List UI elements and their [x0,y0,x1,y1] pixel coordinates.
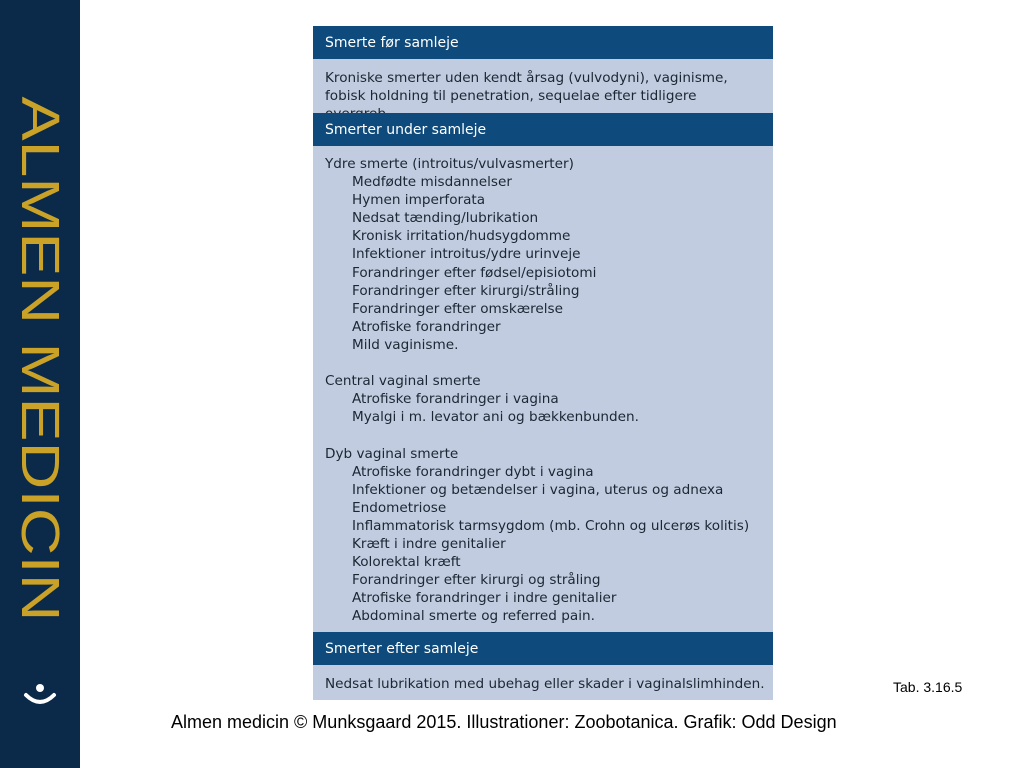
brand-wordmark [10,94,70,624]
list-item: Myalgi i m. levator ani og bækkenbunden. [352,409,639,426]
group-title: Central vaginal smerte [325,373,481,390]
section-body-after: Nedsat lubrikation med ubehag eller skader i vaginalslimhinden. [325,676,765,692]
section-body-during [325,155,765,625]
list-item: Atrofiske forandringer dybt i vagina [352,463,594,480]
list-item: Kolorektal kræft [352,554,461,571]
section-header-during: Smerter under samleje [313,113,773,146]
list-item: Inflammatorisk tarmsygdom (mb. Crohn og ulcerøs kolitis) [352,517,750,534]
group-title: Dyb vaginal smerte [325,445,459,462]
list-item: Kronisk irritation/hudsygdomme [352,228,571,245]
brand-text: ALMEN MEDICIN [10,96,70,526]
table-number-label: Tab. 3.16.5 [893,679,963,695]
pain-group [325,445,765,626]
list-item: Forandringer efter fødsel/episiotomi [352,264,597,281]
list-item: Mild vaginisme. [352,336,459,353]
list-item: Endometriose [352,499,447,516]
section-header-after: Smerter efter samleje [313,632,773,665]
copyright-caption: Almen medicin © Munksgaard 2015. Illustrationer: Zoobotanica. Grafik: Odd Design [171,712,837,732]
list-item: Forandringer efter kirurgi og stråling [352,572,601,589]
pain-group [325,372,765,426]
section-header-before: Smerte før samleje [313,26,773,59]
group-title: Ydre smerte (introitus/vulvasmerter) [325,156,574,172]
pain-group [325,155,765,354]
list-item: Infektioner introitus/ydre urinveje [352,246,581,263]
list-item: Atrofiske forandringer [352,318,501,335]
list-item: Hymen imperforata [352,192,486,209]
list-item: Medfødte misdannelser [352,174,512,191]
stick-figure-logo-icon [23,683,57,709]
list-item: Atrofiske forandringer i indre genitalier [352,590,617,607]
section-body-before: Kroniske smerter uden kendt årsag (vulvodyni), vaginisme, fobisk holdning til penetration, sequelae efter tidligere [325,70,728,105]
list-item: Nedsat tænding/lubrikation [352,210,539,227]
list-item: Abdominal smerte og referred pain. [352,608,595,625]
list-item: Kræft i indre genitalier [352,535,506,552]
list-item: Atrofiske forandringer i vagina [352,391,559,408]
list-item: Forandringer efter omskærelse [352,300,563,317]
list-item: Infektioner og betændelser i vagina, uterus og adnexa [352,481,724,498]
pain-causes-table [313,26,773,700]
sidebar [0,0,80,768]
list-item: Forandringer efter kirurgi/stråling [352,282,580,299]
